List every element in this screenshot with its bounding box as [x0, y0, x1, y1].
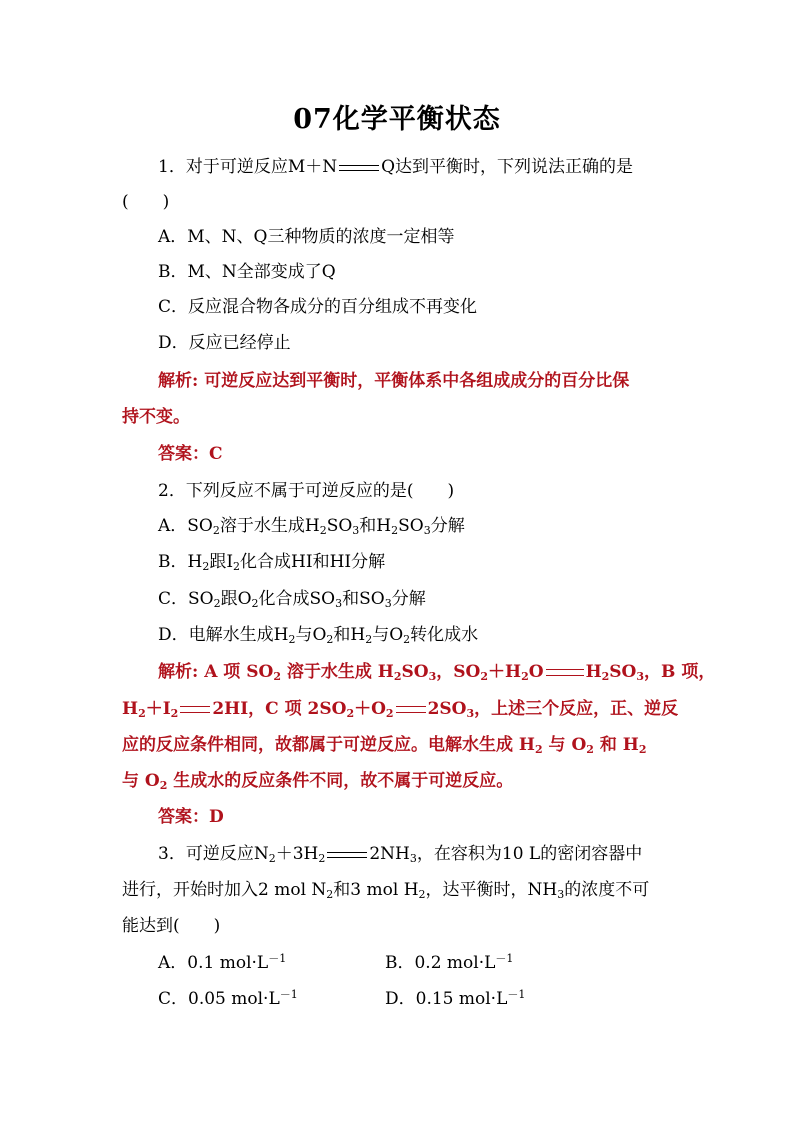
- q2-analysis-line2: $H_2+I_2$ 2HI，C 项 $2SO_2+O_2$ $2SO_3$，上述三个反应，正、逆反: [122, 699, 679, 720]
- q3-options-row1: [158, 952, 718, 974]
- q3-option-c: C．0.05 $mol\cdot L^{-1}$: [158, 988, 298, 1009]
- q2-analysis-line1: 解析: A 项 $SO_2$ 溶于水生成 $H_2SO_3$，$SO_2+H_2O$ $H_2SO_3$，B 项，: [158, 662, 716, 683]
- q2-analysis-line4: 与 $O_2$ 生成水的反应条件不同，故不属于可逆反应。: [122, 771, 514, 792]
- q2-stem: 2．下列反应不属于可逆反应的是( ): [158, 481, 455, 501]
- q2-option-d: D．电解水生成$H_2$与$O_2$和$H_2$与$O_2$转化成水: [158, 625, 479, 646]
- q2-analysis-line3: 应的反应条件相同，故都属于可逆反应。电解水生成 $H_2$ 与 $O_2$ 和 $H_2$: [122, 735, 647, 756]
- reversible-arrow-icon: [327, 851, 367, 859]
- q3-stem-line3: 能达到( ): [122, 916, 221, 936]
- q2-option-a: A．$SO_2$溶于水生成$H_2SO_3$和$H_2SO_3$分解: [158, 516, 465, 537]
- q1-stem: 1．对于可逆反应M＋N Q达到平衡时，下列说法正确的是: [158, 157, 634, 177]
- q1-answer: 答案：C: [158, 444, 223, 464]
- q1-option-b: B．M、N全部变成了Q: [158, 262, 336, 282]
- q1-option-d: D．反应已经停止: [158, 333, 291, 353]
- q3-option-a: A．0.1 $mol\cdot L^{-1}$: [158, 952, 287, 973]
- equals-sign-icon: [396, 706, 426, 713]
- q1-paren: ( ): [122, 192, 170, 212]
- q3-stem-line1: 3．可逆反应$N_2+3H_2$ $2NH_3$，在容积为10 L的密闭容器中: [158, 844, 643, 865]
- equals-sign-icon: [546, 669, 584, 676]
- q3-stem-line2: 进行，开始时加入2 mol $N_2$和3 mol $H_2$，达平衡时，$NH_3$的浓度不可: [122, 880, 650, 901]
- q1-option-c: C．反应混合物各成分的百分组成不再变化: [158, 297, 478, 317]
- page-title: 07化学平衡状态: [293, 104, 501, 135]
- q3-option-d: D．0.15 $mol\cdot L^{-1}$: [385, 988, 526, 1009]
- reversible-arrow-icon: [339, 164, 379, 172]
- q1-option-a: A．M、N、Q三种物质的浓度一定相等: [158, 227, 455, 247]
- q3-option-b: B．0.2 $mol\cdot L^{-1}$: [385, 952, 514, 973]
- q2-option-b: B．$H_2$跟$I_2$化合成HI和HI分解: [158, 552, 386, 573]
- q2-option-c: C．$SO_2$跟$O_2$化合成$SO_3$和$SO_3$分解: [158, 589, 426, 610]
- q2-answer: 答案：D: [158, 807, 224, 827]
- equals-sign-icon: [180, 706, 210, 713]
- q1-analysis: 解析: 可逆反应达到平衡时，平衡体系中各组成成分的百分比保: [158, 371, 630, 391]
- q3-options-row2: [158, 988, 718, 1010]
- q1-analysis-cont: 持不变。: [122, 407, 190, 427]
